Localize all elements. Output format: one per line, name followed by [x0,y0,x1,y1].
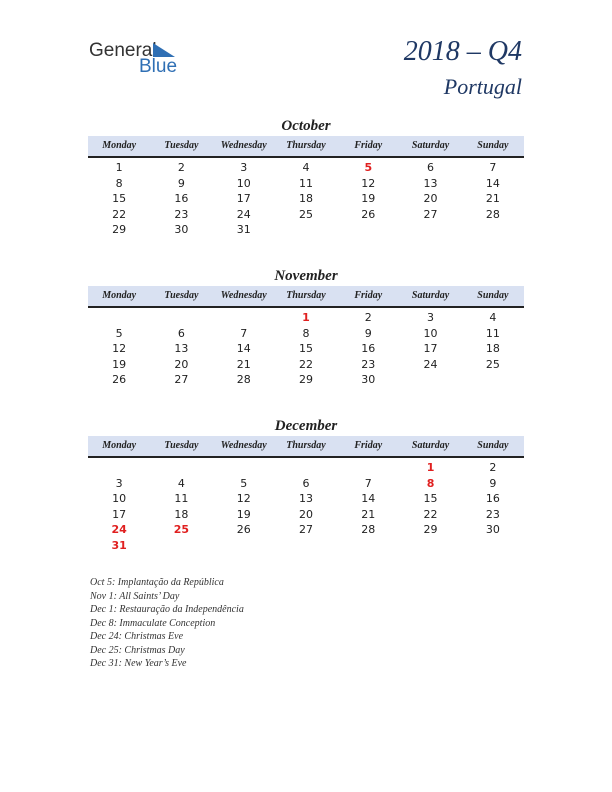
weekday-label: Saturday [411,290,450,301]
weekday-header [88,136,524,158]
day-cell: 30 [485,523,500,536]
day-cell [150,310,212,326]
day-cell: 15 [423,492,438,505]
weekday-header [88,286,524,308]
day-cell: 26 [361,207,376,221]
day-cell: 18 [174,507,189,521]
month-name: October [281,118,331,134]
weekday-label: Saturday [411,440,450,451]
month-calendar-november [88,266,524,388]
day-cell: 16 [485,492,500,505]
day-cell: 8 [426,476,435,490]
day-cell [150,538,212,554]
day-cell: 2 [364,311,372,324]
month-calendar-october [88,116,524,238]
day-cell: 29 [423,523,438,536]
week-row [88,491,524,507]
month-name: November [274,268,338,284]
weekday-label: Saturday [411,140,450,151]
day-cell: 19 [361,192,376,205]
day-cell: 3 [115,476,123,490]
day-cell: 7 [489,161,497,174]
day-cell: 5 [240,476,248,490]
day-cell [462,372,524,388]
day-cell [399,222,461,238]
day-cell: 5 [115,326,123,340]
holiday-note: Dec 25: Christmas Day [90,644,185,656]
day-cell [213,538,275,554]
day-cell: 31 [236,223,251,236]
logo-flag-icon [153,43,175,57]
week-row [88,341,524,357]
day-cell: 13 [298,492,313,505]
day-cell: 14 [485,176,500,190]
week-row [88,207,524,223]
day-cell: 13 [423,176,438,190]
weekday-label: Monday [102,140,137,151]
day-cell: 20 [423,192,438,205]
day-cell [88,460,150,476]
day-cell: 4 [489,311,497,324]
day-cell: 7 [240,326,248,340]
day-cell: 11 [298,176,313,190]
week-row [88,310,524,326]
day-cell: 22 [423,507,438,521]
day-cell: 18 [298,192,313,205]
day-cell: 10 [423,326,438,340]
page-title: 2018 – Q4 [403,36,522,67]
day-cell: 8 [302,326,310,340]
day-cell: 16 [174,192,189,205]
week-row [88,357,524,373]
day-cell: 28 [236,373,251,386]
holiday-note: Oct 5: Implantação da República [90,577,224,588]
day-cell: 26 [112,373,127,386]
day-cell: 28 [485,207,500,221]
day-cell: 20 [174,357,189,371]
week-row [88,476,524,492]
holiday-note: Nov 1: All Saints’ Day [90,590,180,602]
day-cell: 23 [485,507,500,521]
day-cell: 3 [240,161,248,174]
day-cell: 14 [361,492,376,505]
day-cell: 15 [112,192,127,205]
day-cell: 23 [361,357,376,371]
day-cell [150,460,212,476]
day-cell: 22 [298,357,313,371]
week-row [88,538,524,554]
day-cell [88,310,150,326]
holiday-note: Dec 1: Restauração da Independência [90,604,244,615]
day-cell: 18 [485,342,500,355]
weekday-label: Tuesday [164,140,199,151]
week-row [88,191,524,207]
day-cell: 21 [236,357,251,371]
day-cell [337,222,399,238]
weekday-label: Tuesday [164,440,199,451]
day-cell: 6 [427,161,435,174]
day-cell: 31 [111,538,127,552]
day-cell: 7 [364,476,372,490]
weekday-label: Monday [102,290,137,301]
day-cell: 22 [112,207,127,221]
holiday-note: Dec 24: Christmas Eve [90,631,184,642]
day-cell: 17 [423,342,438,355]
day-cell: 24 [236,207,251,221]
day-cell: 12 [112,342,127,355]
logo-general-text: General [89,40,157,61]
day-cell: 28 [361,523,376,536]
day-cell: 29 [298,373,313,386]
day-cell: 6 [177,326,185,340]
week-row [88,222,524,238]
day-cell: 10 [112,492,127,505]
day-cell: 21 [361,507,376,521]
weekday-label: Tuesday [164,290,199,301]
day-cell: 13 [174,342,189,355]
weekday-label: Thursday [286,290,326,301]
day-cell [462,222,524,238]
day-cell: 6 [302,476,310,490]
day-cell [213,310,275,326]
weekday-label: Friday [354,290,383,301]
day-cell: 2 [489,461,497,474]
weekday-label: Thursday [286,140,326,151]
day-cell: 15 [298,342,313,355]
day-cell: 25 [485,357,500,371]
day-cell: 27 [423,207,438,221]
day-cell: 1 [115,161,123,174]
day-cell: 4 [177,476,185,490]
weekday-label: Thursday [286,440,326,451]
day-cell [399,372,461,388]
day-cell: 30 [361,373,376,386]
weekday-label: Friday [354,440,383,451]
day-cell: 17 [236,192,251,205]
week-row [88,160,524,176]
day-cell: 1 [302,311,310,324]
day-cell: 12 [361,176,376,190]
day-cell: 3 [427,311,435,324]
day-cell [275,460,337,476]
day-cell: 14 [236,342,251,355]
day-cell: 8 [115,176,123,190]
day-cell: 17 [112,507,127,521]
day-cell: 25 [173,523,190,536]
day-cell: 9 [364,326,372,340]
weekday-label: Monday [102,440,137,451]
day-cell [399,538,461,554]
day-cell: 26 [236,523,251,536]
weekday-header [88,436,524,458]
day-cell: 9 [177,176,185,190]
weekday-label: Wednesday [220,140,267,151]
weekday-label: Sunday [477,440,509,451]
week-row [88,460,524,476]
holiday-note: Dec 31: New Year’s Eve [90,658,187,669]
weekday-label: Wednesday [220,290,267,301]
day-cell: 9 [489,476,497,490]
day-cell: 24 [111,523,127,536]
day-cell [275,222,337,238]
day-cell: 12 [236,492,251,505]
day-cell: 20 [298,507,313,521]
day-cell: 2 [177,161,185,174]
week-row [88,507,524,523]
day-cell: 4 [302,161,310,174]
month-calendar-december [88,416,524,553]
day-cell: 16 [361,342,376,355]
day-cell [462,538,524,554]
day-cell: 11 [485,326,500,340]
holiday-notes [90,576,244,671]
day-cell [337,460,399,476]
holiday-note: Dec 8: Immaculate Conception [90,617,216,629]
day-cell: 11 [174,492,189,505]
day-cell: 23 [174,207,189,221]
month-name: December [274,418,338,434]
day-cell: 21 [485,192,500,205]
day-cell: 10 [236,176,251,190]
day-cell: 19 [236,507,251,521]
country-name: Portugal [443,74,522,99]
weekday-label: Friday [354,140,383,151]
general-blue-logo [89,40,189,76]
week-row [88,372,524,388]
weekday-label: Sunday [477,290,509,301]
day-cell: 24 [423,357,438,371]
day-cell [275,538,337,554]
day-cell: 29 [112,223,127,236]
day-cell: 25 [298,207,313,221]
day-cell [337,538,399,554]
day-cell: 1 [426,461,435,474]
day-cell: 30 [174,223,189,236]
day-cell: 5 [364,161,373,174]
week-row [88,176,524,192]
weekday-label: Sunday [477,140,509,151]
weekday-label: Wednesday [220,440,267,451]
week-row [88,326,524,342]
day-cell: 27 [298,523,313,536]
day-cell: 19 [112,357,127,371]
day-cell: 27 [174,373,189,386]
day-cell [213,460,275,476]
logo-blue-text: Blue [139,56,178,77]
week-row [88,522,524,538]
